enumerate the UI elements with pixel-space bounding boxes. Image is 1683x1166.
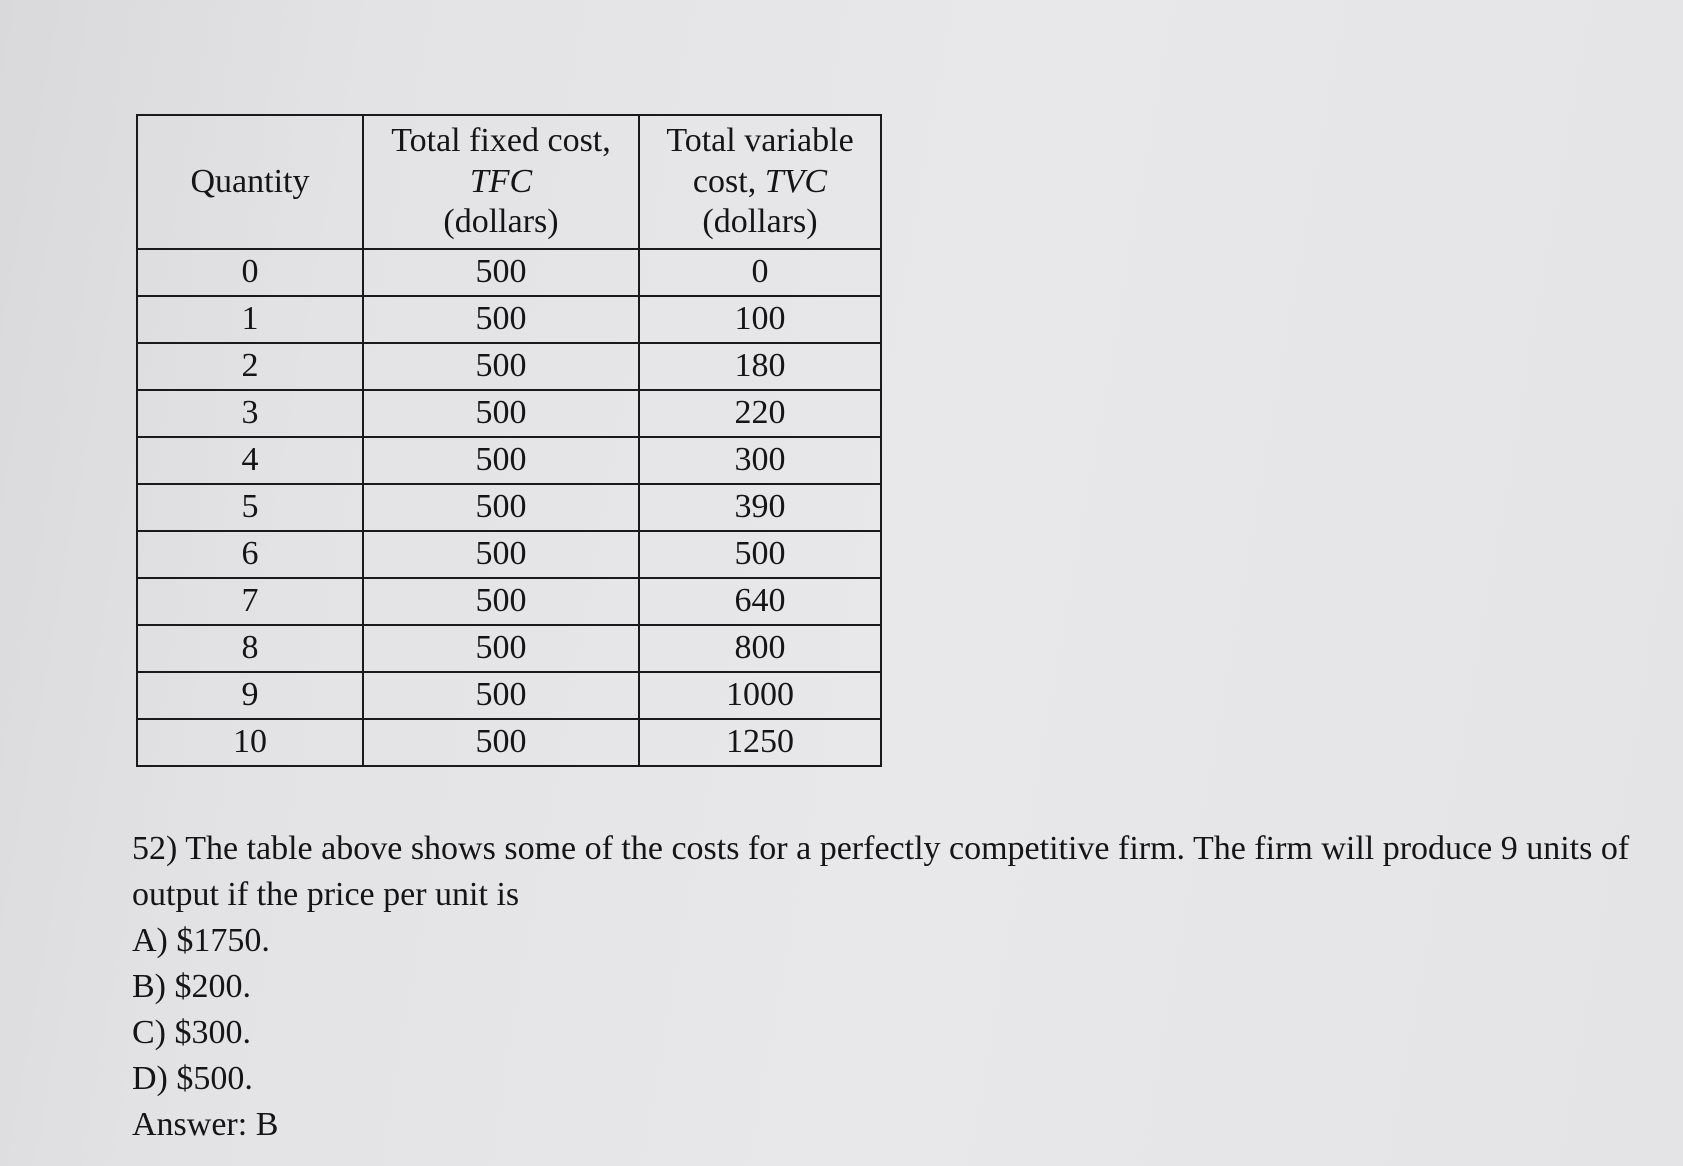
- table-body: [137, 249, 881, 766]
- answer-text: Answer: B: [132, 1106, 279, 1143]
- table-row: [137, 484, 881, 531]
- cell-tvc: 180: [639, 343, 881, 390]
- header-tvc-line2: cost, TVC: [692, 162, 828, 200]
- cell-tfc: 500: [363, 296, 639, 343]
- header-tfc-line1: Total fixed cost,: [391, 121, 611, 159]
- cell-tfc: 500: [363, 672, 639, 719]
- header-quantity: Quantity: [137, 115, 363, 249]
- table-row: [137, 390, 881, 437]
- cell-tfc: 500: [363, 249, 639, 296]
- table-row: [137, 625, 881, 672]
- cell-tfc: 500: [363, 437, 639, 484]
- table-header-row: [137, 115, 881, 249]
- cell-quantity: 2: [137, 343, 363, 390]
- table-row: [137, 249, 881, 296]
- question-block: [132, 826, 1652, 1148]
- cell-tfc: 500: [363, 578, 639, 625]
- cell-tvc: 0: [639, 249, 881, 296]
- header-tvc-line3: (dollars): [702, 203, 818, 241]
- choice-c: C) $300.: [132, 1014, 251, 1051]
- cell-tfc: 500: [363, 719, 639, 766]
- cell-tvc: 1250: [639, 719, 881, 766]
- table-row: [137, 719, 881, 766]
- choice-a: A) $1750.: [132, 922, 270, 959]
- cell-tfc: 500: [363, 343, 639, 390]
- table-row: [137, 672, 881, 719]
- cell-tvc: 300: [639, 437, 881, 484]
- cell-quantity: 10: [137, 719, 363, 766]
- cell-quantity: 0: [137, 249, 363, 296]
- choice-d: D) $500.: [132, 1060, 253, 1097]
- question-text: 52) The table above shows some of the costs for a perfectly competitive firm. The firm will produce 9 units of output if the price per unit is: [132, 830, 1630, 913]
- table-row: [137, 296, 881, 343]
- cell-tvc: 640: [639, 578, 881, 625]
- cell-tvc: 500: [639, 531, 881, 578]
- cell-quantity: 5: [137, 484, 363, 531]
- cell-tvc: 390: [639, 484, 881, 531]
- cell-tfc: 500: [363, 390, 639, 437]
- cell-quantity: 1: [137, 296, 363, 343]
- cell-tvc: 220: [639, 390, 881, 437]
- cell-tfc: 500: [363, 531, 639, 578]
- cell-quantity: 4: [137, 437, 363, 484]
- header-tvc: [639, 115, 881, 249]
- cell-tvc: 100: [639, 296, 881, 343]
- choices-list: [132, 918, 1652, 1102]
- cell-tfc: 500: [363, 625, 639, 672]
- header-tfc-line3: (dollars): [443, 203, 559, 241]
- table-row: [137, 578, 881, 625]
- cell-quantity: 9: [137, 672, 363, 719]
- choice-b: B) $200.: [132, 968, 251, 1005]
- cell-tfc: 500: [363, 484, 639, 531]
- cell-tvc: 800: [639, 625, 881, 672]
- header-tvc-line1: Total variable: [666, 121, 854, 159]
- table-row: [137, 437, 881, 484]
- cell-quantity: 8: [137, 625, 363, 672]
- cell-tvc: 1000: [639, 672, 881, 719]
- cell-quantity: 3: [137, 390, 363, 437]
- cost-table: [136, 114, 882, 767]
- header-tfc-line2: TFC: [469, 162, 533, 200]
- table-row: [137, 531, 881, 578]
- table-row: [137, 343, 881, 390]
- cell-quantity: 6: [137, 531, 363, 578]
- header-tfc: [363, 115, 639, 249]
- cell-quantity: 7: [137, 578, 363, 625]
